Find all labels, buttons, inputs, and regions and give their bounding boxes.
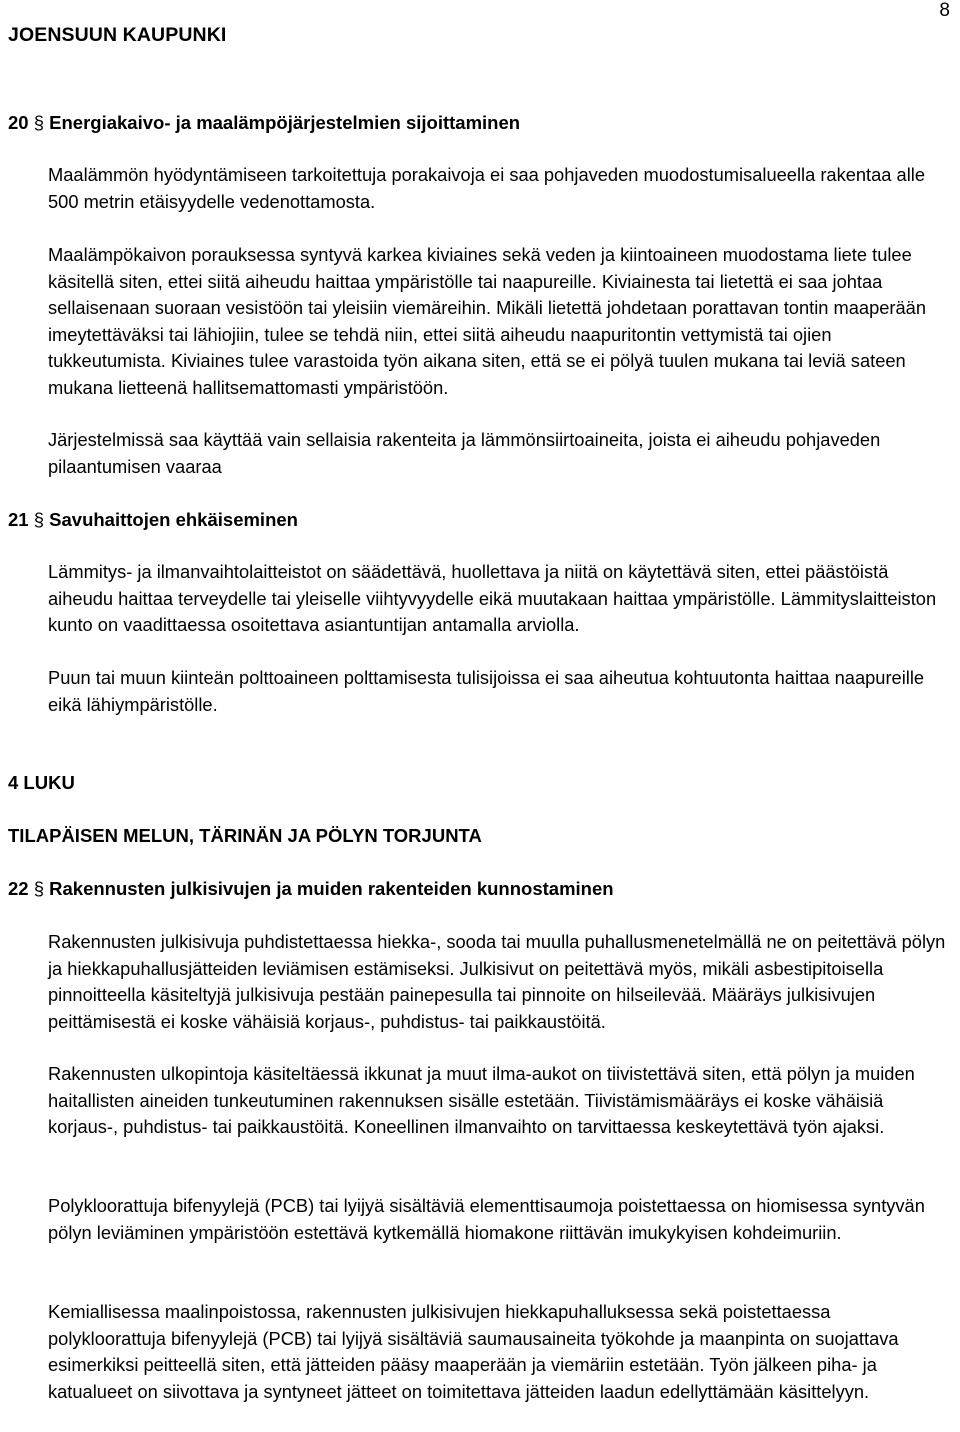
paragraph: Polykloorattuja bifenyylejä (PCB) tai lyijyä sisältäviä elementtisaumoja poistettaessa on hiomisessa syntyvän pölyn leviäminen ympäristöön estettävä kytkemällä hiomakone riittävän imukykyisen kohdeimuriin. (48, 1195, 925, 1243)
paragraph: Kemiallisessa maalinpoistossa, rakennusten julkisivujen hiekkapuhalluksessa sekä poistettaessa polykloorattuja bifenyylejä (PCB) tai lyijyä sisältäviä saumausaineita työkohde ja maanpinta on suojattava esimerkiksi peitteellä siten, että jätteiden pääsy maaperään ja viemäriin estetään. Työn jälkeen piha- ja katualueet on siivottava ja syntyneet jätteet on toimitettava jätteiden laadun edellyttämään käsittelyyn. (48, 1301, 899, 1402)
section-sign: § (33, 509, 45, 530)
chapter-title: TILAPÄISEN MELUN, TÄRINÄN JA PÖLYN TORJUNTA (8, 825, 482, 846)
paragraph: Rakennusten julkisivuja puhdistettaessa hiekka-, sooda tai muulla puhallusmenetelmällä ne on peitettävä pölyn ja hiekkapuhallusjätteiden leviämisen estämiseksi. Julkisivut on peitettävä myös, mikäli asbestipitoisella pinnoitteella käsiteltyjä julkisivuja pestään painepesulla tai pinnoite on hilseilevää. Määräys julkisivujen peittämisestä ei koske vähäisiä korjaus-, puhdistus- tai paikkaustöitä. (48, 931, 946, 1032)
paragraph: Rakennusten ulkopintoja käsiteltäessä ikkunat ja muut ilma-aukot on tiivistettävä siten, että pölyn ja muiden haitallisten aineiden tunkeutuminen rakennuksen sisälle estetään. Tiivistämismääräys ei koske vähäisiä korjaus-, puhdistus- tai paikkaustöitä. Koneellinen ilmanvaihto on tarvittaessa keskeytettävä työn ajaksi. (48, 1063, 915, 1137)
section-title: Rakennusten julkisivujen ja muiden rakenteiden kunnostaminen (49, 878, 614, 899)
section-number: 21 (8, 509, 29, 530)
paragraph: Maalämmön hyödyntämiseen tarkoitettuja porakaivoja ei saa pohjaveden muodostumisalueella rakentaa alle 500 metrin etäisyydelle vedenottamosta. (48, 164, 926, 212)
section-22-heading (8, 878, 614, 900)
paragraph: Puun tai muun kiinteän polttoaineen polttamisesta tulisijoissa ei saa aiheutua kohtuutonta haittaa naapureille eikä lähiympäristölle. (48, 667, 925, 715)
page-number: 8 (939, 0, 950, 21)
chapter-label: 4 LUKU (8, 772, 75, 793)
section-20-heading (8, 112, 520, 134)
paragraph: Järjestelmissä saa käyttää vain sellaisia rakenteita ja lämmönsiirtoaineita, joista ei aiheudu pohjaveden pilaantumisen vaaraa (48, 429, 881, 477)
organization-name: JOENSUUN KAUPUNKI (8, 24, 227, 46)
paragraph: Maalämpökaivon porauksessa syntyvä karkea kiviaines sekä veden ja kiintoaineen muodostama liete tulee käsitellä siten, ettei siitä aiheudu haittaa ympäristölle tai naapureille. Kiviainesta tai lietettä ei saa johtaa sellaisenaan suoraan vesistöön tai yleisiin viemäreihin. Mikäli lietettä johdetaan porattavan tontin maaperään imeytettäväksi tai lähiojiin, tulee se tehdä niin, ettei siitä aiheudu naapuritontin vettymistä tai ojien tukkeutumista. Kiviaines tulee varastoida työn aikana siten, että se ei pölyä tuulen mukana tai leviä sateen mukana lietteenä hallitsemattomasti ympäristöön. (48, 244, 927, 398)
section-title: Energiakaivo- ja maalämpöjärjestelmien sijoittaminen (49, 112, 521, 133)
section-number: 20 (8, 112, 29, 133)
section-sign: § (33, 878, 45, 899)
section-21-heading (8, 509, 298, 531)
section-number: 22 (8, 878, 29, 899)
paragraph: Lämmitys- ja ilmanvaihtolaitteistot on säädettävä, huollettava ja niitä on käytettävä siten, ettei päästöistä aiheudu haittaa terveydelle tai yleiselle viihtyvyydelle eikä muutakaan haittaa ympäristölle. Lämmityslaitteiston kunto on vaadittaessa osoitettava asiantuntijan antamalla arviolla. (48, 561, 937, 635)
section-sign: § (33, 112, 45, 133)
section-title: Savuhaittojen ehkäiseminen (49, 509, 298, 530)
